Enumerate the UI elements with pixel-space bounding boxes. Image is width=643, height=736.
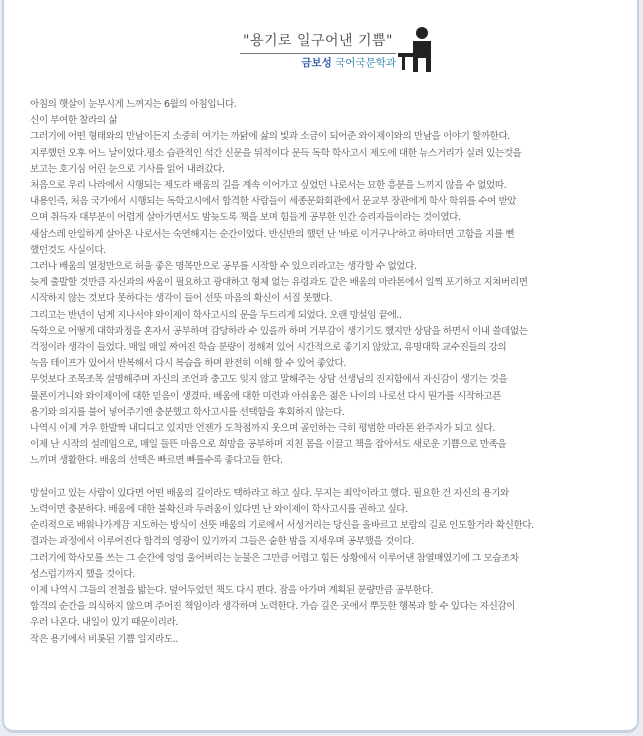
text-line: 그러나 배움의 열정만으로 허울 좋은 명목만으로 공부를 시작할 수 있으리라고는 생각할 수 없었다. [30,261,417,273]
text-line: 시작하지 않는 것보다 못하다는 생각이 들어 선뜻 마음의 확신이 서질 못했다. [30,293,332,305]
text-line: 성스럽기까지 했을 것이다. [30,568,135,580]
text-line: 그러기에 어떤 형태와의 만남이든지 소중히 여기는 까닭에 삶의 빛과 소금이 되어준 와이제이와의 만남을 이야기 할까한다. [30,131,510,143]
article-body [30,97,630,648]
text-line: 걱정이라 생각이 들었다. 매일 매일 짜여진 학습 분량이 정해져 있어 시간적으로 좋기지 않았고, 유명대학 교수진들의 강의 [30,342,507,354]
article-frame [2,0,639,733]
text-line: 이제 난 시작의 설레임으로, 매일 들뜬 마음으로 희망을 공부하며 지친 몸을 이끌고 책을 잡아서도 새로운 기쁨으로 만족을 [30,439,507,451]
article-header [4,0,637,80]
text-line: 작은 용기에서 비롯된 기쁨 일지라도.. [30,633,178,645]
byline [288,55,396,70]
text-line: 신이 부여한 찰라의 삶 [30,115,118,127]
text-line: 결과는 과정에서 이루어진다 합격의 영광이 있기까지 그들은 숱한 밤을 지새우며 공부했을 것이다. [30,536,414,548]
text-line: 느끼며 생활한다. 배움의 선택은 빠르면 빠를수록 좋다고들 한다. [30,455,283,467]
text-line: 독학으로 어떻게 대학과정을 혼자서 공부하며 감당하라 수 있을까 하며 거부감이 생기기도 헸지만 상담을 하면서 이내 쓸데없는 [30,325,528,337]
text-line: 처음으로 우리 나라에서 시행되는 제도라 배움의 길을 계속 이어가고 싶었던 나로서는 묘한 흥분을 느끼지 않을 수 없었따. [30,180,507,192]
text-line: 아침의 햇살이 눈부시게 느껴지는 6월의 아침입니다. [30,99,237,110]
author-name: 금보성 [301,57,332,69]
person-figure-icon [396,26,440,74]
text-line: 망설이고 있는 사람이 있다면 어떤 배움의 길이라도 택하라고 하고 싶다. 무지는 죄악이라고 했다. 필요한 건 자신의 용기와 [30,487,509,499]
text-line: 나역시 이제 겨우 한발짝 내디디고 있지만 언젠가 도착점까지 웃으며 골인하는 극히 평범한 마라톤 완주자가 되고 싶다. [30,423,495,435]
text-line: 용기와 의지를 불어 넣어주기엔 충분했고 학사고시를 선택함을 후회하지 않는다. [30,406,345,418]
text-line: 이제 나역시 그들의 전철을 밟는다. 덮어두었던 책도 다시 편다. 잠을 아가며 계획된 분량만큼 공부한다. [30,585,434,597]
text-line: 보고는 호기심 어린 눈으로 기사를 읽어 내려갔다. [30,163,225,175]
text-line: 합격의 순간을 의식하지 않으며 주어진 책임이라 생각하며 노력한다. 가슴 깊은 곳에서 뿌듯한 행복과 할 수 있다는 자신감이 [30,601,516,613]
text-line: 우러 나온다. 내일이 있기 때문이리라. [30,617,178,629]
text-line: 늦게 출발할 것만큼 자신과의 싸움이 필요하고 광대하고 형체 없는 유령과도 같은 배움의 마라톤에서 일찍 포기하고 지쳐버리면 [30,277,528,289]
text-line: 새삼스레 안일하게 살아온 나로서는 숙연해지는 순간이었다. 반신반의 했던 난 '바로 이거구나'하고 하마터면 고함을 지를 뻔 [30,228,515,240]
text-line: 그러기에 학사모를 쓰는 그 순간에 엉엉 울어버리는 눈물은 그만큼 어렵고 힘든 상황에서 이루어낸 참열매였기에 그 모습조차 [30,552,519,564]
text-line: 그리고는 반년이 넘게 지나서야 와이제이 학사고시의 문을 두드리게 되었다. 오랜 망설임 끝에.. [30,309,402,321]
paragraphs [30,97,630,648]
text-line: 순리적으로 배워나가게끔 지도하는 방식이 선뜻 배움의 기로에서 서성거리는 당신을 올바르고 보람의 길로 인도할거라 확신한다. [30,520,534,532]
text-line: 내용인즉, 처음 국가에서 시행되는 독학고시에서 합격한 사람들이 세종문화회관에서 문교부 장관에게 학사 학위를 수여 받았 [30,196,517,208]
text-line: 했던것도 사실이다. [30,244,106,256]
text-line: 녹음 테이프가 있어서 반복해서 다시 복습을 하며 완전히 이해 할 수 있어 좋았다. [30,358,346,370]
text-line: 무엇보다 조목조목 설명해주며 자신의 조언과 충고도 잊지 않고 말해주는 상담 선생님의 진지함에서 자신감이 생기는 것을 [30,374,508,386]
article-title: "용기로 일구어낸 기쁨" [240,30,396,54]
author-department: 국어국문학과 [335,57,396,69]
text-line: 노력이면 충분하다. 배움에 대한 불확신과 두려움이 있다면 난 와이제이 학사고시를 권하고 싶다. [30,504,408,516]
paragraph-spacer [30,470,630,486]
text-line: 으며 취득자 대부분이 어렵게 살아가면서도 밤늦도록 책을 보며 힘들게 공부한 인간 승리자들이라는 것이였다. [30,212,461,224]
text-line: 물론이거니와 와이제이에 대한 믿음이 생겼따. 배움에 대한 미련과 아쉬움은 젊은 나이의 나로선 다시 뭔가를 시작하고픈 [30,390,502,402]
text-line: 지루했던 오후 어느 날이었다.평소 습관적인 석간 신문을 뒤적이다 문득 독학 학사고시 제도에 대한 뉴스거리가 실려 있는것을 [30,147,522,159]
